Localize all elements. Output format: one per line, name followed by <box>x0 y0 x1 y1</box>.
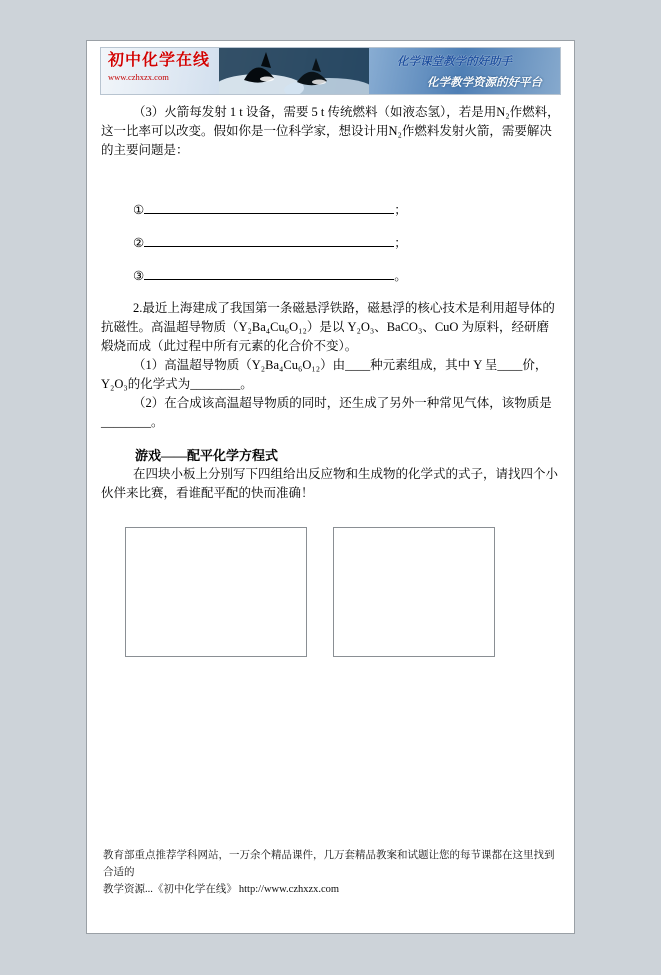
answer-blank-line-1 <box>144 200 394 214</box>
game-heading: 游戏——配平化学方程式 <box>135 448 279 463</box>
question-2: （2）在合成该高温超导物质的同时，还生成了另外一种常见气体，该物质是________。 <box>101 396 552 429</box>
footer-url-link[interactable]: http://www.czhxzx.com <box>238 884 340 895</box>
answer-blank-line-3 <box>144 266 394 280</box>
blank-number-3: ③ <box>133 269 145 283</box>
footer-line-2 <box>103 881 560 898</box>
site-banner <box>100 47 561 95</box>
blank-number-2: ② <box>133 236 145 250</box>
document-content <box>87 95 574 657</box>
answer-blank-list <box>101 200 560 285</box>
site-logo-url: www.czhxzx.com <box>108 71 169 82</box>
footer-line-1: 教育部重点推荐学科网站，一万余个精品课件，几万套精品教案和试题让您的每节课都在这里找到合适的 <box>103 850 555 878</box>
game-description: 在四块小板上分别写下四组给出反应物和生成物的化学式的式子，请找四个小伙伴来比赛，看谁配平配的快而准确！ <box>101 467 559 500</box>
site-logo-text: 初中化学在线 <box>108 52 211 69</box>
banner-logo-block <box>108 52 210 82</box>
paragraph-rocket-question: （3）火箭每发射 1 t 设备，需要 5 t 传统燃料（如液态氢），若是用N₂作燃料，这一比率可以改变。假如你是一位科学家，想设计用N₂作燃料发射火箭，需要解决的主要问题是： <box>101 105 560 157</box>
blank-punct-1: ； <box>394 203 407 217</box>
answer-blank-row-1 <box>133 200 560 219</box>
orca-photo <box>219 48 369 94</box>
equation-boxes <box>125 527 560 657</box>
paragraph-superconductor: 2.最近上海建成了我国第一条磁悬浮铁路，磁悬浮的核心技术是利用超导体的抗磁性。高温超导物质（Y₂Ba₄Cu₆O₁₂）是以 Y₂O₃、BaCO₃、CuO 为原料，经研磨煅烧而成（此过程中所有元素的化合价不变）。 <box>101 301 555 353</box>
footer-line-2-text: 教学资源...《初中化学在线》 <box>103 884 237 895</box>
blank-punct-3: 。 <box>394 269 407 283</box>
blank-number-1: ① <box>133 203 145 217</box>
answer-blank-line-2 <box>144 233 394 247</box>
equation-box-right <box>333 527 495 657</box>
banner-tagline-bottom: 化学教学资源的好平台 <box>427 77 542 89</box>
answer-blank-row-2 <box>133 233 560 252</box>
question-1: （1）高温超导物质（Y₂Ba₄Cu₆O₁₂）由____种元素组成，其中 Y 呈____价，Y₂O₃的化学式为________。 <box>101 358 548 391</box>
page-footer <box>103 847 560 898</box>
banner-tagline-top: 化学课堂教学的好助手 <box>397 56 512 68</box>
answer-blank-row-3 <box>133 266 560 285</box>
document-page <box>86 40 575 934</box>
equation-box-left <box>125 527 307 657</box>
blank-punct-2: ； <box>394 236 407 250</box>
